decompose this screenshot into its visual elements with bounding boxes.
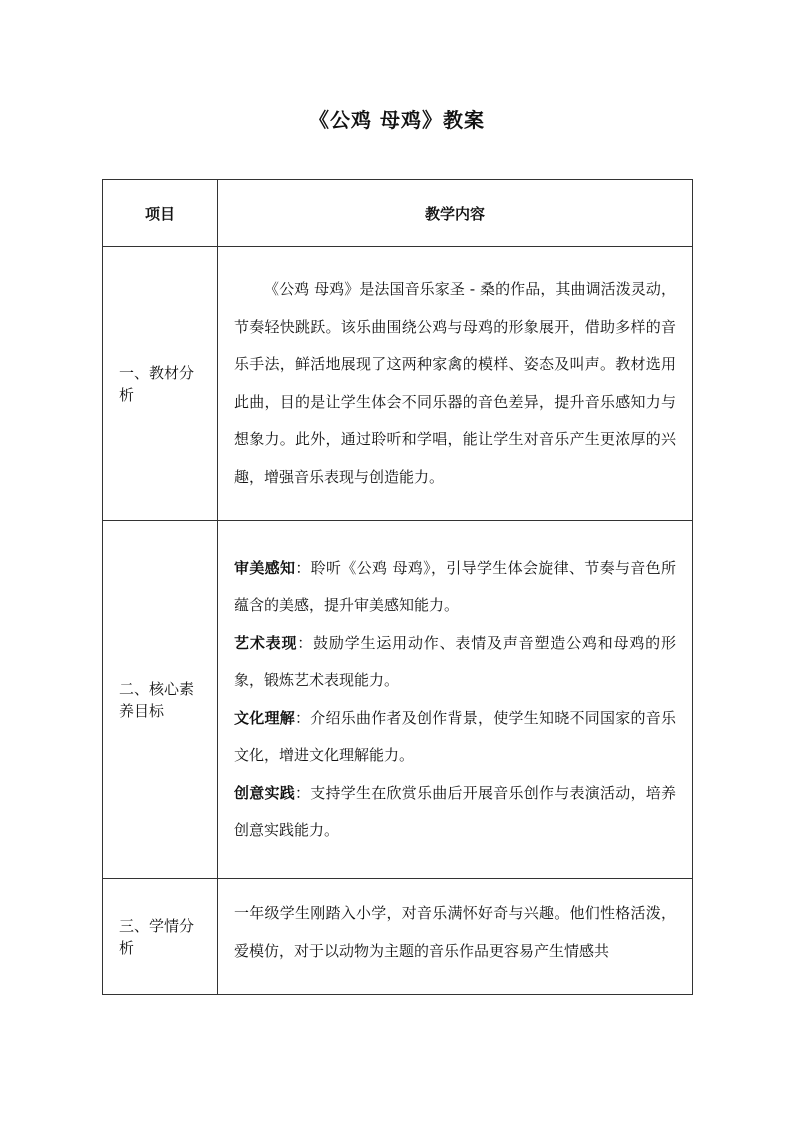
goal-key: 艺术表现 bbox=[234, 633, 298, 652]
header-item: 项目 bbox=[103, 180, 218, 247]
row-label-core-literacy: 二、核心素养目标 bbox=[103, 521, 218, 879]
goal-text: ：鼓励学生运用动作、表情及声音塑造公鸡和母鸡的形象，锻炼艺术表现能力。 bbox=[234, 633, 676, 689]
goal-art-expression bbox=[234, 625, 676, 700]
material-analysis-text: 《公鸡 母鸡》是法国音乐家圣 - 桑的作品，其曲调活泼灵动，节奏轻快跳跃。该乐曲围绕公鸡与母鸡的形象展开，借助多样的音乐手法，鲜活地展现了这两种家禽的模样、姿态及叫声。教材选用此曲，目的是让学生体会不同乐器的音色差异，提升音乐感知力与想象力。此外，通过聆听和学唱，能让学生对音乐产生更浓厚的兴趣，增强音乐表现与创造能力。 bbox=[234, 280, 676, 486]
row-label-learner-analysis: 三、学情分析 bbox=[103, 879, 218, 995]
goal-aesthetic bbox=[234, 550, 676, 625]
goal-key: 文化理解 bbox=[234, 708, 295, 727]
row-content-core-literacy bbox=[218, 521, 693, 879]
goal-text: ：聆听《公鸡 母鸡》，引导学生体会旋律、节奏与音色所蕴含的美感，提升审美感知能力。 bbox=[234, 558, 676, 614]
document-title: 《公鸡 母鸡》教案 bbox=[309, 108, 485, 132]
goal-key: 创意实践 bbox=[234, 783, 295, 802]
goal-text: ：支持学生在欣赏乐曲后开展音乐创作与表演活动，培养创意实践能力。 bbox=[234, 783, 676, 839]
learner-analysis-text: 一年级学生刚踏入小学，对音乐满怀好奇与兴趣。他们性格活泼，爱模仿，对于以动物为主题的音乐作品更容易产生情感共 bbox=[234, 904, 676, 960]
header-content: 教学内容 bbox=[218, 180, 693, 247]
table-row bbox=[103, 521, 693, 879]
table-row bbox=[103, 247, 693, 521]
row-content-material-analysis bbox=[218, 247, 693, 521]
goal-key: 审美感知 bbox=[234, 558, 296, 577]
table-header-row bbox=[103, 180, 693, 247]
goal-creative-practice bbox=[234, 775, 676, 850]
goal-text: ：介绍乐曲作者及创作背景，使学生知晓不同国家的音乐文化，增进文化理解能力。 bbox=[234, 708, 676, 764]
row-content-learner-analysis bbox=[218, 879, 693, 995]
lesson-plan-table bbox=[102, 179, 693, 995]
goal-culture bbox=[234, 700, 676, 775]
table-row bbox=[103, 879, 693, 995]
row-label-material-analysis: 一、教材分析 bbox=[103, 247, 218, 521]
